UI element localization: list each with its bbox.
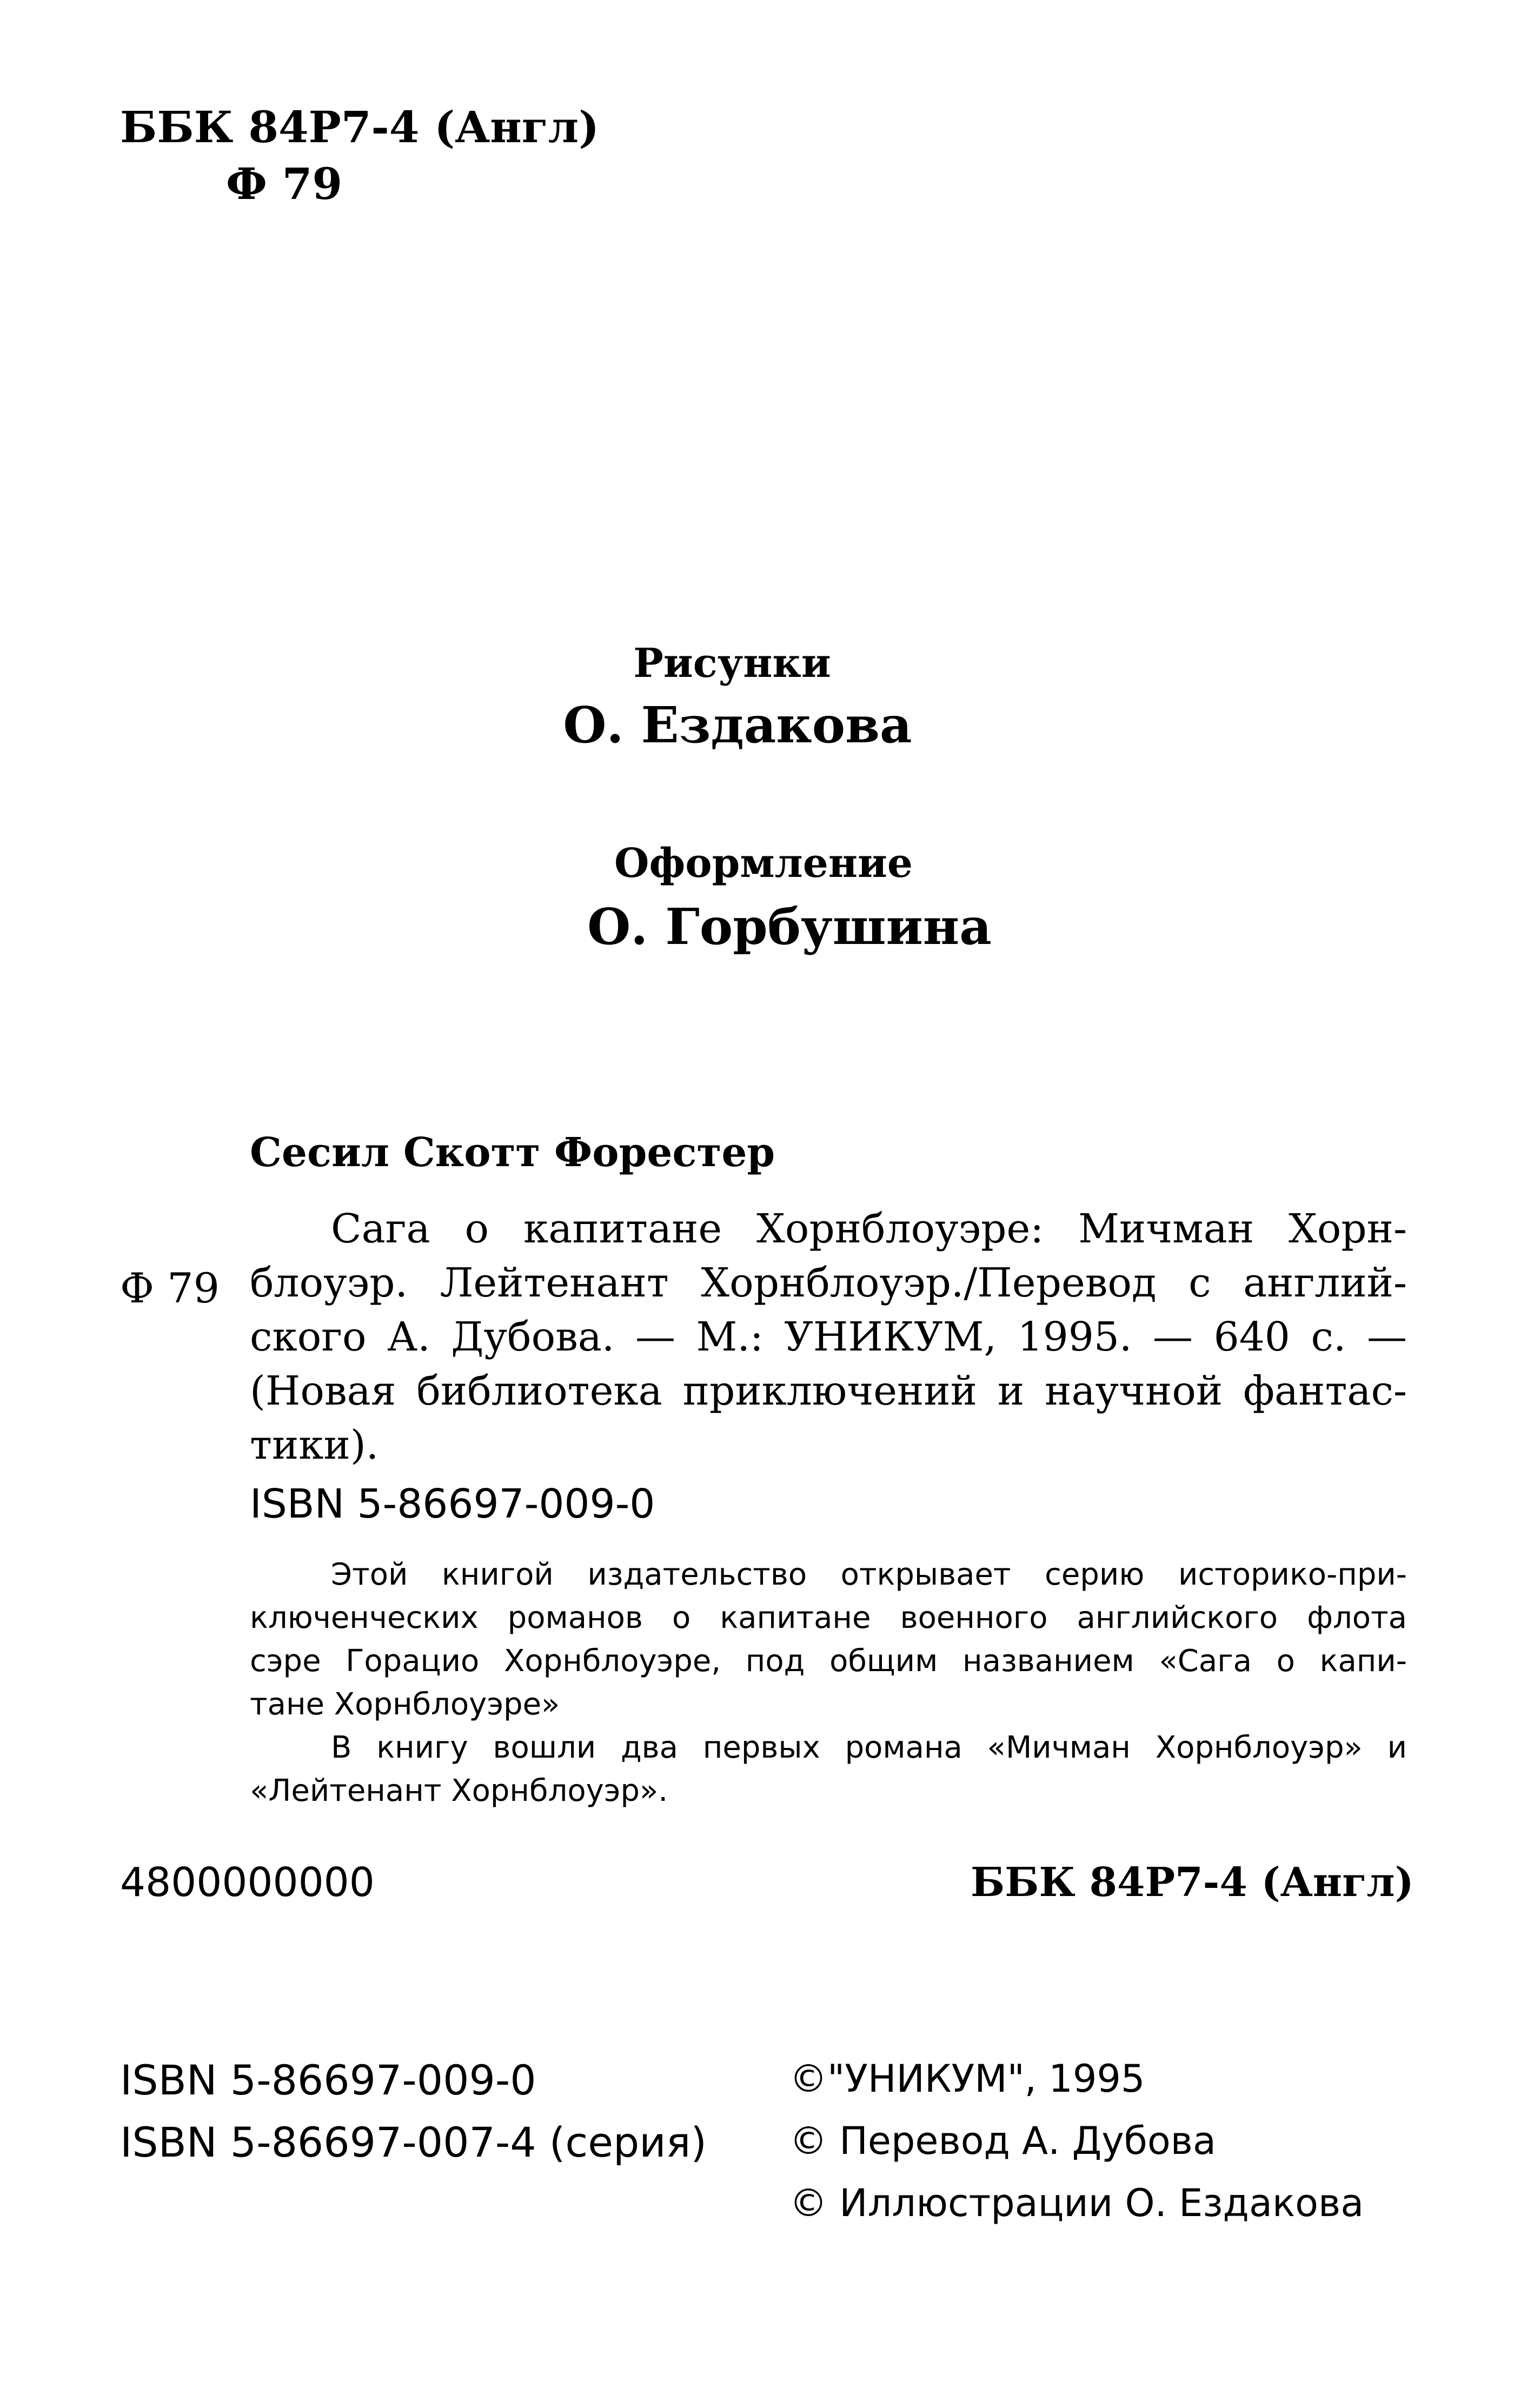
author-heading: Сесил Скотт Форестер [250,1129,775,1176]
bbk-classification-bottom: ББК 84Р7-4 (Англ) [971,1859,1414,1906]
illustrations-label: Рисунки [633,640,831,687]
annotation-line: тане Хорнблоуэре» [250,1687,560,1722]
copyright-illustrations: © Иллюстрации О. Ездакова [789,2181,1364,2225]
call-number: Ф 79 [120,1264,220,1312]
annotation-line: В книгу вошли два первых романа «Мичман Хорнблоуэр» и [331,1730,1407,1765]
card-isbn: ISBN 5-86697-009-0 [250,1481,655,1527]
annotation-line: Этой книгой издательство открывает серию историко-при- [331,1557,1407,1592]
annotation [250,1557,1407,1817]
bbk-classification-top: ББК 84Р7-4 (Англ) [120,102,600,152]
designer-name: О. Горбушина [587,897,992,956]
description-line: (Новая библиотека приключений и научной фантас- [250,1368,1407,1414]
copyright-publisher: ©"УНИКУМ", 1995 [789,2057,1145,2101]
copyright-translation: © Перевод А. Дубова [789,2119,1216,2163]
description-line: Сага о капитане Хорнблоуэре: Мичман Хорн- [331,1206,1407,1252]
annotation-line: сэре Горацио Хорнблоуэре, под общим названием «Сага о капи- [250,1644,1407,1679]
description-line: тики). [250,1422,379,1468]
design-label: Оформление [614,840,913,887]
illustrator-name: О. Ездакова [563,696,912,754]
description-line: ского А. Дубова. — М.: УНИКУМ, 1995. — 640 с. — [250,1314,1407,1360]
author-mark-top: Ф 79 [226,158,343,209]
annotation-line: ключенческих романов о капитане военного английского флота [250,1600,1407,1635]
isbn-book: ISBN 5-86697-009-0 [120,2056,536,2104]
annotation-line: «Лейтенант Хорнблоуэр». [250,1773,668,1808]
description-line: блоуэр. Лейтенант Хорнблоуэр./Перевод с англий- [250,1260,1407,1306]
bibliographic-description [250,1206,1407,1476]
isbn-series: ISBN 5-86697-007-4 (серия) [120,2118,707,2166]
catalog-code: 4800000000 [120,1859,375,1906]
